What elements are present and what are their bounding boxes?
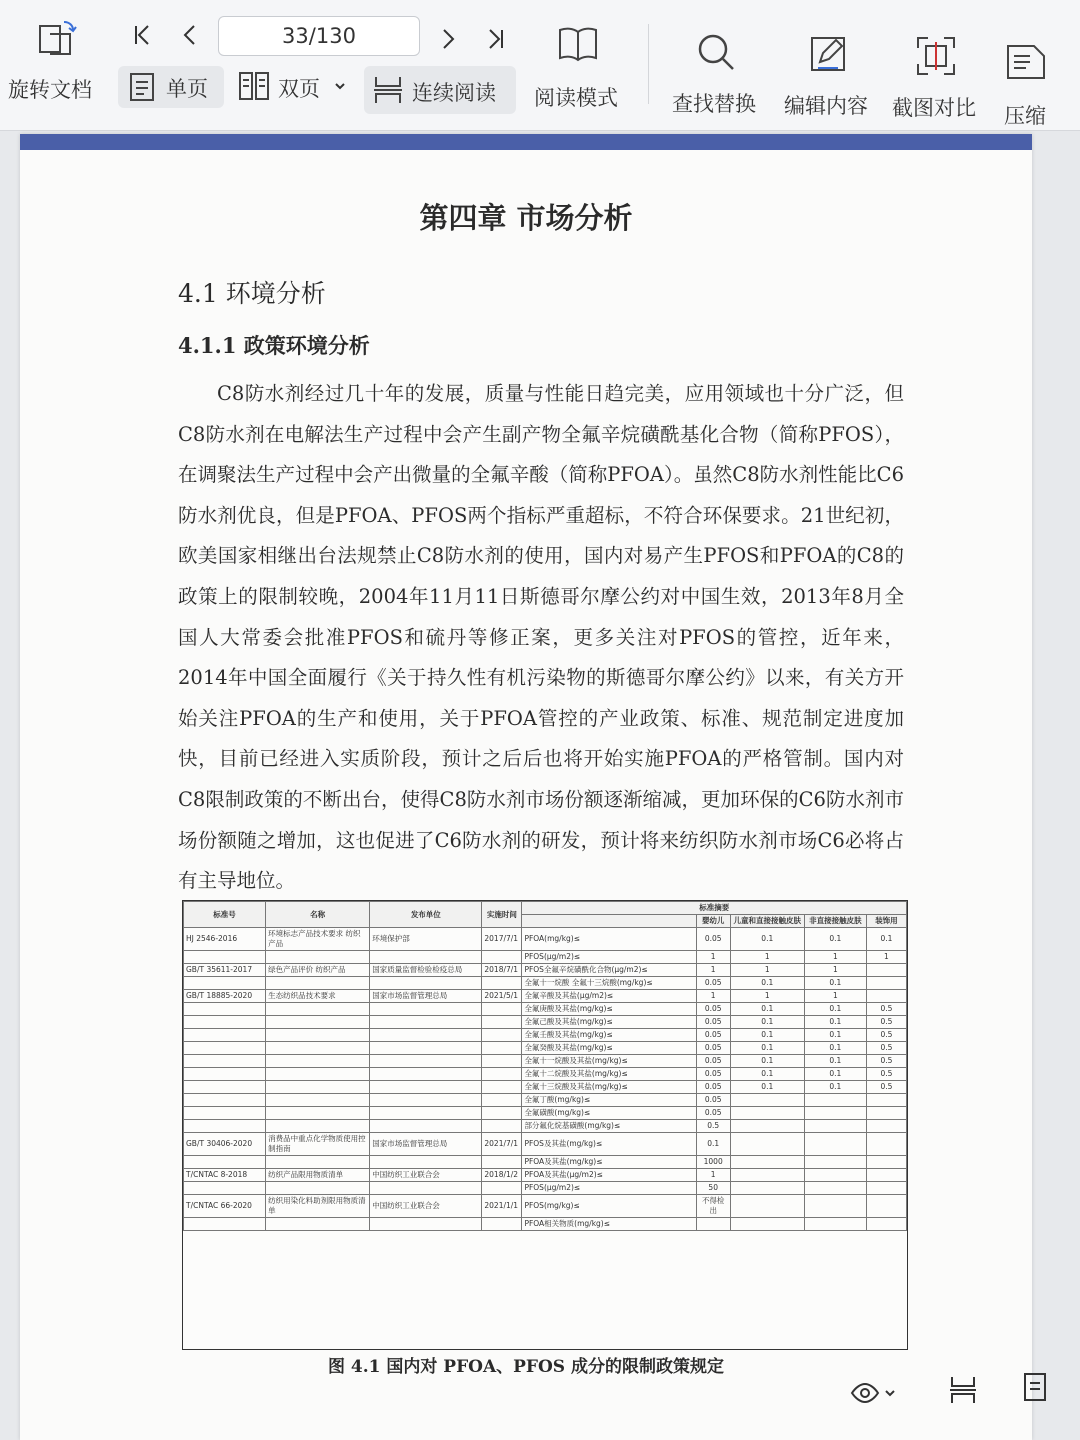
table-cell	[866, 1107, 906, 1120]
rotate-label: 旋转文档	[8, 78, 92, 102]
table-cell	[482, 1003, 522, 1016]
table-row	[184, 928, 907, 951]
table-row	[184, 1042, 907, 1055]
continuous-read-icon	[948, 1374, 978, 1406]
table-cell	[266, 1182, 370, 1195]
table-cell	[370, 951, 482, 964]
table-cell: 0.5	[866, 1068, 906, 1081]
table-cell: 0.1	[804, 1081, 866, 1094]
table-cell	[730, 1195, 804, 1218]
table-cell: 0.1	[804, 1016, 866, 1029]
compress-button[interactable]	[996, 38, 1066, 130]
screenshot-compare-label: 截图对比	[892, 96, 976, 120]
scroll-mode-button[interactable]	[948, 1374, 978, 1406]
table-cell: T/CNTAC 66-2020	[184, 1195, 266, 1218]
screenshot-compare-button[interactable]	[886, 30, 990, 126]
table-cell	[866, 1094, 906, 1107]
table-cell: PFOA及其盐(mg/kg)≤	[522, 1156, 696, 1169]
table-cell	[730, 1133, 804, 1156]
table-cell	[482, 1029, 522, 1042]
table-cell: 纺织产品限用物质清单	[266, 1169, 370, 1182]
table-cell: PFOA(mg/kg)≤	[522, 928, 696, 951]
find-replace-button[interactable]	[666, 26, 770, 122]
edit-icon	[806, 32, 850, 76]
table-cell	[266, 1107, 370, 1120]
table-row	[184, 990, 907, 1003]
view-options-control[interactable]	[850, 1382, 896, 1404]
eye-icon	[850, 1382, 880, 1404]
table-cell: 2017/7/1	[482, 928, 522, 951]
table-header-cell: 标准号	[184, 902, 266, 928]
page-indicator[interactable]: 33/130	[218, 16, 420, 56]
table-cell: 0.1	[804, 928, 866, 951]
book-icon	[556, 24, 600, 64]
table-cell: 2021/1/1	[482, 1195, 522, 1218]
table-header-cell: 名称	[266, 902, 370, 928]
table-cell	[266, 1055, 370, 1068]
table-row	[184, 951, 907, 964]
table-cell: 国家市场监督管理总局	[370, 1133, 482, 1156]
table-cell: 0.05	[696, 1081, 730, 1094]
table-cell	[866, 1156, 906, 1169]
table-cell: 0.05	[696, 1107, 730, 1120]
table-cell: 全氟庚酸及其盐(mg/kg)≤	[522, 1003, 696, 1016]
table-row	[184, 1169, 907, 1182]
table-cell	[184, 1081, 266, 1094]
table-cell: 全氟十一烷酸 全氟十三烷酸(mg/kg)≤	[522, 977, 696, 990]
table-cell: 0.05	[696, 1068, 730, 1081]
table-cell: 0.05	[696, 1029, 730, 1042]
table-cell	[804, 1195, 866, 1218]
table-cell	[370, 1218, 482, 1231]
table-cell	[266, 977, 370, 990]
edit-content-button[interactable]	[778, 28, 882, 124]
double-page-button[interactable]	[236, 66, 352, 108]
table-header-cell: 发布单位	[370, 902, 482, 928]
single-page-icon	[128, 72, 156, 102]
toolbar	[0, 0, 1080, 131]
table-cell: 0.1	[696, 1133, 730, 1156]
table-cell	[266, 1094, 370, 1107]
table-cell: 0.1	[730, 1003, 804, 1016]
subsection-heading: 4.1.1 政策环境分析	[178, 333, 370, 358]
table-cell: 1	[696, 951, 730, 964]
table-row	[184, 1120, 907, 1133]
table-cell	[730, 1169, 804, 1182]
table-cell: 1	[804, 964, 866, 977]
table-cell: 全氟辛酸及其盐(μg/m2)≤	[522, 990, 696, 1003]
table-cell: 0.1	[804, 1068, 866, 1081]
table-row	[184, 1195, 907, 1218]
table-cell	[370, 1055, 482, 1068]
table-row	[184, 1107, 907, 1120]
table-cell: 0.1	[730, 1081, 804, 1094]
table-cell: 全氟磺酸(mg/kg)≤	[522, 1107, 696, 1120]
table-cell	[370, 1016, 482, 1029]
table-cell	[266, 1016, 370, 1029]
table-cell	[370, 1156, 482, 1169]
table-cell	[370, 977, 482, 990]
table-cell: 1	[696, 990, 730, 1003]
table-row	[184, 1055, 907, 1068]
table-row	[184, 1094, 907, 1107]
table-row	[184, 1068, 907, 1081]
table-row	[184, 1156, 907, 1169]
table-cell	[866, 977, 906, 990]
table-cell: 0.05	[696, 1055, 730, 1068]
table-cell	[184, 951, 266, 964]
table-cell: 中国纺织工业联合会	[370, 1169, 482, 1182]
table-cell: 国家市场监督管理总局	[370, 990, 482, 1003]
table-cell: 环境标志产品技术要求 纺织产品	[266, 928, 370, 951]
table-cell	[370, 1094, 482, 1107]
table-cell	[482, 977, 522, 990]
table-cell: 纺织用染化料助剂限用物质清单	[266, 1195, 370, 1218]
table-row	[184, 1081, 907, 1094]
table-cell: 生态纺织品技术要求	[266, 990, 370, 1003]
single-page-button[interactable]	[118, 66, 224, 108]
table-cell	[266, 1068, 370, 1081]
read-mode-label: 阅读模式	[534, 86, 618, 110]
table-cell: 2018/1/2	[482, 1169, 522, 1182]
table-cell	[730, 1120, 804, 1133]
table-cell	[266, 1029, 370, 1042]
table-cell: 0.5	[866, 1029, 906, 1042]
table-cell: 绿色产品评价 纺织产品	[266, 964, 370, 977]
table-cell: 0.05	[696, 1042, 730, 1055]
table-cell	[866, 1169, 906, 1182]
table-header-cell	[522, 915, 696, 928]
table-cell	[730, 1094, 804, 1107]
table-cell: GB/T 30406-2020	[184, 1133, 266, 1156]
table-cell: PFOS全氟辛烷磺酰化合物(μg/m2)≤	[522, 964, 696, 977]
table-cell: 1	[730, 990, 804, 1003]
table-cell: 全氟癸酸及其盐(mg/kg)≤	[522, 1042, 696, 1055]
table-cell: 全氟己酸及其盐(mg/kg)≤	[522, 1016, 696, 1029]
table-cell: GB/T 35611-2017	[184, 964, 266, 977]
figure-caption: 图 4.1 国内对 PFOA、PFOS 成分的限制政策规定	[327, 1357, 725, 1377]
table-cell	[370, 1029, 482, 1042]
rotate-icon	[36, 16, 80, 60]
chevron-down-icon	[884, 1387, 896, 1399]
table-cell	[266, 1042, 370, 1055]
table-cell: 中国纺织工业联合会	[370, 1195, 482, 1218]
table-body	[184, 928, 907, 1231]
table-row	[184, 1133, 907, 1156]
table-cell	[184, 1218, 266, 1231]
paragraph-text: C8防水剂经过几十年的发展，质量与性能日趋完美，应用领域也十分广泛，但C8防水剂在电解法生产过程中会产生副产物全氟辛烷磺酰基化合物（简称PFOS），在调聚法生产过程中会产出微量的全氟辛酸（简称PFOA）。虽然C8防水剂性能比C6防水剂优良，但是PFOA、PFOS两个指标严重超标，不符合环保要求。21世纪初，欧美国家相继出台法规禁止C8防水剂的使用，国内对易产生PFOS和PFOA的C8的政策上的限制较晚，2004年11月11日斯德哥尔摩公约对中国生效，2013年8月全国人大常委会批准PFOS和硫丹等修正案，更多关注对PFOS的管控，近年来，2014年中国全面履行《关于持久性有机污染物的斯德哥尔摩公约》以来，有关方开始关注PFOA的生产和使用，关于PFOA管控的产业政策、标准、规范制定进度加快，目前已经进入实质阶段，预计之后后也将开始实施PFOA的严格管制。国内对C8限制政策的不断出台，使得C8防水剂市场份额逐渐缩减，更加环保的C6防水剂市场份额随之增加，这也促进了C6防水剂的研发，预计将来纺织防水剂市场C6必将占有主导地位。	[178, 382, 904, 893]
table-cell: 0.05	[696, 1016, 730, 1029]
table-cell: 0.1	[804, 1042, 866, 1055]
table-cell: 全氟壬酸及其盐(mg/kg)≤	[522, 1029, 696, 1042]
table-row	[184, 1016, 907, 1029]
table-cell	[730, 1156, 804, 1169]
table-cell	[266, 1003, 370, 1016]
double-page-label: 双页	[278, 77, 320, 101]
table-header-cell: 婴幼儿	[696, 915, 730, 928]
table-cell	[866, 964, 906, 977]
table-cell: 2018/7/1	[482, 964, 522, 977]
table-cell: 全氟十三烷酸及其盐(mg/kg)≤	[522, 1081, 696, 1094]
table-cell: GB/T 18885-2020	[184, 990, 266, 1003]
table-cell: T/CNTAC 8-2018	[184, 1169, 266, 1182]
document-page	[20, 134, 1032, 1440]
read-mode-button[interactable]	[528, 20, 632, 116]
edit-content-label: 编辑内容	[784, 94, 868, 118]
table-cell: 1	[804, 951, 866, 964]
section-heading: 4.1 环境分析	[178, 279, 326, 308]
last-page-icon	[484, 27, 508, 51]
table-cell: 1	[866, 951, 906, 964]
table-cell: PFOS(μg/m2)≤	[522, 951, 696, 964]
search-icon	[694, 30, 738, 74]
table-cell	[266, 1081, 370, 1094]
table-cell: 0.1	[730, 977, 804, 990]
next-page-button[interactable]	[430, 20, 466, 58]
table-cell: PFOS(mg/kg)≤	[522, 1195, 696, 1218]
table-cell: 0.1	[804, 977, 866, 990]
table-row	[184, 977, 907, 990]
table-cell	[370, 1081, 482, 1094]
page-header-band	[20, 134, 1032, 150]
table-cell	[370, 1107, 482, 1120]
table-cell	[184, 1156, 266, 1169]
table-cell: 1	[696, 964, 730, 977]
table-cell	[184, 1120, 266, 1133]
table-cell	[866, 1182, 906, 1195]
table-cell	[266, 1218, 370, 1231]
table-cell: PFOS及其盐(mg/kg)≤	[522, 1133, 696, 1156]
table-cell	[482, 1156, 522, 1169]
table-cell	[184, 1003, 266, 1016]
last-page-button[interactable]	[478, 20, 514, 58]
find-replace-label: 查找替换	[672, 92, 756, 116]
table-cell	[482, 1120, 522, 1133]
chevron-right-icon	[436, 27, 460, 51]
table-cell	[482, 1055, 522, 1068]
table-cell	[730, 1107, 804, 1120]
chevron-left-icon	[178, 23, 202, 47]
table-cell	[730, 1182, 804, 1195]
table-cell: 50	[696, 1182, 730, 1195]
table-cell	[866, 1120, 906, 1133]
table-cell	[266, 1120, 370, 1133]
table-header-cell: 非直接接触皮肤	[804, 915, 866, 928]
table-row	[184, 1003, 907, 1016]
table-cell	[184, 1182, 266, 1195]
single-page-label: 单页	[166, 77, 208, 101]
table-cell: 0.1	[730, 1016, 804, 1029]
table-cell	[866, 1218, 906, 1231]
continuous-read-button[interactable]	[364, 66, 516, 114]
table-group-header: 标准摘要	[522, 902, 907, 915]
table-cell: 0.1	[866, 928, 906, 951]
table-cell	[370, 1068, 482, 1081]
table-cell: 0.1	[730, 1068, 804, 1081]
table-cell	[482, 1042, 522, 1055]
table-cell	[482, 951, 522, 964]
continuous-read-label: 连续阅读	[412, 81, 496, 105]
table-cell: 0.1	[804, 1055, 866, 1068]
table-cell	[482, 1094, 522, 1107]
table-cell	[370, 1003, 482, 1016]
table-cell	[370, 1120, 482, 1133]
table-cell	[804, 1169, 866, 1182]
table-cell: 0.5	[866, 1081, 906, 1094]
table-cell: HJ 2546-2016	[184, 928, 266, 951]
table-cell: 2021/7/1	[482, 1133, 522, 1156]
standards-table-figure	[182, 900, 908, 1350]
table-cell	[866, 1133, 906, 1156]
table-cell	[184, 1029, 266, 1042]
continuous-read-icon	[372, 74, 404, 106]
table-cell	[696, 1218, 730, 1231]
table-cell	[370, 1042, 482, 1055]
compress-icon	[1004, 42, 1048, 82]
table-row	[184, 1182, 907, 1195]
standards-table	[183, 901, 907, 1231]
rotate-document-button[interactable]	[6, 10, 110, 110]
table-cell: 2021/5/1	[482, 990, 522, 1003]
table-cell	[804, 1133, 866, 1156]
table-cell: 1	[730, 964, 804, 977]
compress-label: 压缩	[1004, 104, 1046, 128]
table-cell	[184, 977, 266, 990]
table-cell: 0.5	[866, 1003, 906, 1016]
table-header-cell: 装饰用	[866, 915, 906, 928]
table-cell	[804, 1120, 866, 1133]
table-cell	[266, 951, 370, 964]
table-cell	[184, 1094, 266, 1107]
table-cell	[184, 1107, 266, 1120]
table-cell	[266, 1156, 370, 1169]
table-cell: 0.05	[696, 1094, 730, 1107]
table-cell: 0.5	[866, 1016, 906, 1029]
screenshot-compare-icon	[914, 34, 958, 78]
table-cell	[482, 1218, 522, 1231]
table-cell: 1	[730, 951, 804, 964]
table-cell: 国家质量监督检验检疫总局	[370, 964, 482, 977]
table-cell	[482, 1081, 522, 1094]
table-cell: 0.5	[866, 1055, 906, 1068]
table-cell	[804, 1094, 866, 1107]
table-row	[184, 964, 907, 977]
first-page-icon	[130, 23, 154, 47]
table-cell: 环境保护部	[370, 928, 482, 951]
table-cell	[482, 1016, 522, 1029]
table-cell	[804, 1182, 866, 1195]
table-cell	[184, 1016, 266, 1029]
table-cell: PFOA及其盐(μg/m2)≤	[522, 1169, 696, 1182]
table-row	[184, 1029, 907, 1042]
table-cell	[730, 1218, 804, 1231]
table-cell	[804, 1218, 866, 1231]
table-cell	[804, 1156, 866, 1169]
document-icon	[1022, 1372, 1048, 1402]
table-cell: 0.1	[730, 1029, 804, 1042]
table-cell	[866, 1195, 906, 1218]
table-cell: 0.1	[730, 1042, 804, 1055]
table-cell: 1000	[696, 1156, 730, 1169]
table-cell: 0.05	[696, 928, 730, 951]
table-cell: 0.5	[866, 1042, 906, 1055]
table-cell: PFOA相关物质(mg/kg)≤	[522, 1218, 696, 1231]
first-page-button[interactable]	[124, 16, 160, 54]
prev-page-button[interactable]	[172, 16, 208, 54]
body-paragraph	[178, 374, 904, 902]
chapter-title: 第四章 市场分析	[419, 201, 633, 235]
table-cell	[184, 1068, 266, 1081]
table-row	[184, 1218, 907, 1231]
table-cell: 0.5	[696, 1120, 730, 1133]
table-cell: 部分氟化烷基磺酸(mg/kg)≤	[522, 1120, 696, 1133]
table-cell: 0.1	[730, 1055, 804, 1068]
table-cell: 0.05	[696, 1003, 730, 1016]
table-cell: PFOS(μg/m2)≤	[522, 1182, 696, 1195]
table-cell: 1	[804, 990, 866, 1003]
page-outline-button[interactable]	[1022, 1372, 1048, 1402]
table-cell	[482, 1068, 522, 1081]
table-cell: 0.1	[804, 1003, 866, 1016]
table-cell	[184, 1055, 266, 1068]
table-header-cell: 儿童和直接接触皮肤	[730, 915, 804, 928]
double-page-icon	[238, 70, 270, 102]
table-cell: 0.05	[696, 977, 730, 990]
table-cell: 全氟十一烷酸及其盐(mg/kg)≤	[522, 1055, 696, 1068]
table-cell	[482, 1107, 522, 1120]
table-cell: 不得检出	[696, 1195, 730, 1218]
table-cell: 0.1	[804, 1029, 866, 1042]
table-group-header-row	[184, 902, 907, 915]
table-cell	[482, 1182, 522, 1195]
table-cell	[370, 1182, 482, 1195]
table-cell: 0.1	[730, 928, 804, 951]
table-cell: 1	[696, 1169, 730, 1182]
table-cell	[866, 990, 906, 1003]
toolbar-divider	[648, 24, 649, 104]
table-cell: 全氟十二烷酸及其盐(mg/kg)≤	[522, 1068, 696, 1081]
table-cell	[804, 1107, 866, 1120]
table-cell: 全氟丁酸(mg/kg)≤	[522, 1094, 696, 1107]
chevron-down-icon	[334, 80, 346, 92]
table-cell: 消费品中重点化学物质使用控制指南	[266, 1133, 370, 1156]
table-header-cell: 实施时间	[482, 902, 522, 928]
table-cell	[184, 1042, 266, 1055]
